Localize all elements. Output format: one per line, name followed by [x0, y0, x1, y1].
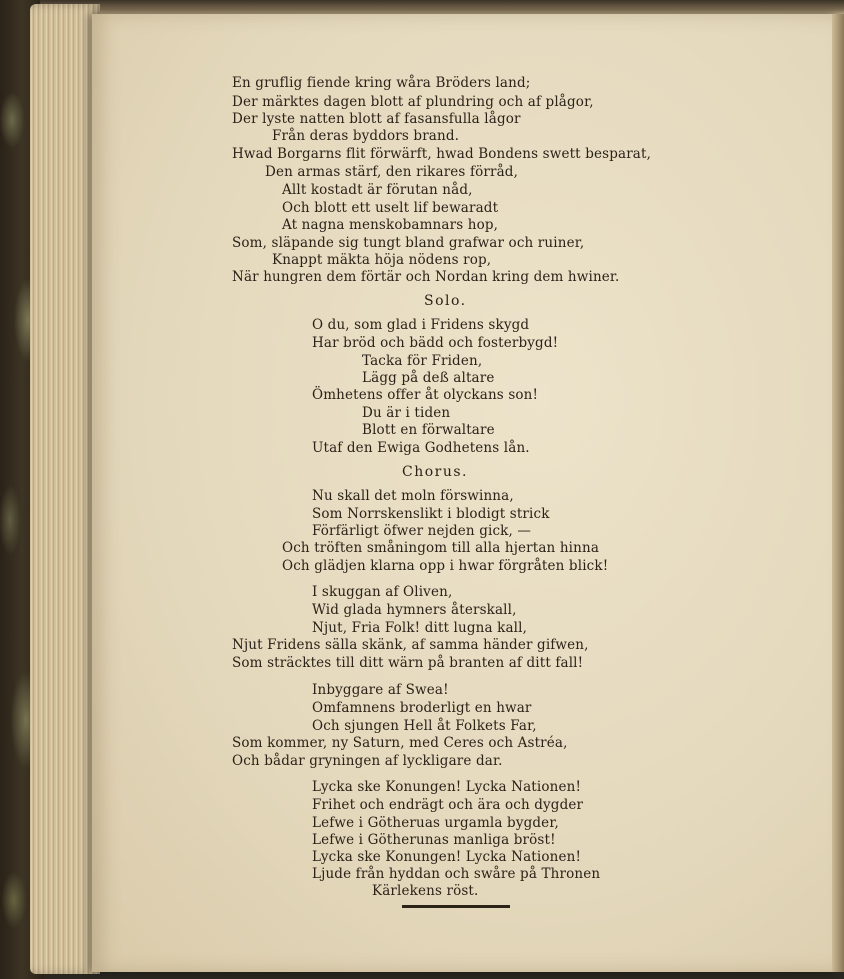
- poem-line: Och blott ett uselt lif bewaradt: [282, 200, 499, 216]
- poem-line: O du, som glad i Fridens skygd: [312, 317, 530, 333]
- poem-line: Knappt mäkta höja nödens rop,: [272, 252, 492, 268]
- poem-line: Och tröften småningom till alla hjertan hinna: [282, 540, 600, 556]
- poem-line: Som kommer, ny Saturn, med Ceres och Astréa,: [232, 735, 568, 751]
- poem-line: Som sträcktes till ditt wärn på branten af ditt fall!: [232, 655, 584, 671]
- poem-line: Allt kostadt är förutan nåd,: [282, 182, 473, 198]
- page-right-edge: [832, 14, 844, 972]
- poem-line: Förfärligt öfwer nejden gick, —: [312, 523, 532, 539]
- poem-line: Lefwe i Götheruas urgamla bygder,: [312, 815, 559, 831]
- poem-line: Der lyste natten blott af fasansfulla lågor: [232, 111, 521, 127]
- poem-line: Lycka ske Konungen! Lycka Nationen!: [312, 849, 582, 865]
- section-heading-chorus: Chorus.: [402, 464, 469, 480]
- poem-line: Utaf den Ewiga Godhetens lån.: [312, 440, 530, 456]
- poem-line: Inbyggare af Swea!: [312, 682, 449, 698]
- poem-line: Och bådar gryningen af lyckligare dar.: [232, 753, 503, 769]
- poem-line: Har bröd och bädd och fosterbygd!: [312, 335, 559, 351]
- poem-line: I skuggan af Oliven,: [312, 584, 453, 600]
- poem-line: Lefwe i Götherunas manliga bröst!: [312, 832, 556, 848]
- poem-line: Ömhetens offer åt olyckans son!: [312, 387, 539, 403]
- poem-line: Njut Fridens sälla skänk, af samma händer gifwen,: [232, 637, 589, 653]
- poem-line: Du är i tiden: [362, 405, 451, 421]
- poem-line: När hungren dem förtär och Nordan kring dem hwiner.: [232, 269, 620, 285]
- poem-line: Der märktes dagen blott af plundring och af plågor,: [232, 94, 594, 110]
- poem-line: Som Norrskenslikt i blodigt strick: [312, 506, 550, 522]
- poem-line: Lycka ske Konungen! Lycka Nationen!: [312, 779, 582, 795]
- poem-line: Från deras byddors brand.: [272, 128, 460, 144]
- poem-line: Den armas stärf, den rikares förråd,: [265, 164, 519, 180]
- poem-line: Tacka för Friden,: [362, 353, 483, 369]
- poem-line: Ljude från hyddan och swåre på Thronen: [312, 866, 601, 882]
- poem-line: Hwad Borgarns flit förwärft, hwad Bondens swett besparat,: [232, 146, 652, 162]
- poem-line: Som, släpande sig tungt bland grafwar och ruiner,: [232, 235, 585, 251]
- poem-line: Nu skall det moln förswinna,: [312, 488, 514, 504]
- poem-line: Och sjungen Hell åt Folkets Far,: [312, 718, 537, 734]
- poem-line: Lägg på deß altare: [362, 370, 495, 386]
- poem-line: Njut, Fria Folk! ditt lugna kall,: [312, 620, 528, 636]
- page-edges: [30, 4, 100, 974]
- poem-line: At nagna menskobamnars hop,: [282, 217, 499, 233]
- end-rule: [402, 905, 510, 908]
- poem-line: Kärlekens röst.: [372, 883, 479, 899]
- poem-line: Blott en förwaltare: [362, 422, 495, 438]
- poem-line: Och glädjen klarna opp i hwar förgråten blick!: [282, 558, 609, 574]
- poem-line: En gruflig fiende kring wåra Bröders land;: [232, 75, 531, 91]
- poem-line: Omfamnens broderligt en hwar: [312, 700, 532, 716]
- poem-line: Wid glada hymners återskall,: [312, 602, 517, 618]
- section-heading-solo: Solo.: [424, 293, 467, 309]
- poem-line: Frihet och endrägt och ära och dygder: [312, 797, 584, 813]
